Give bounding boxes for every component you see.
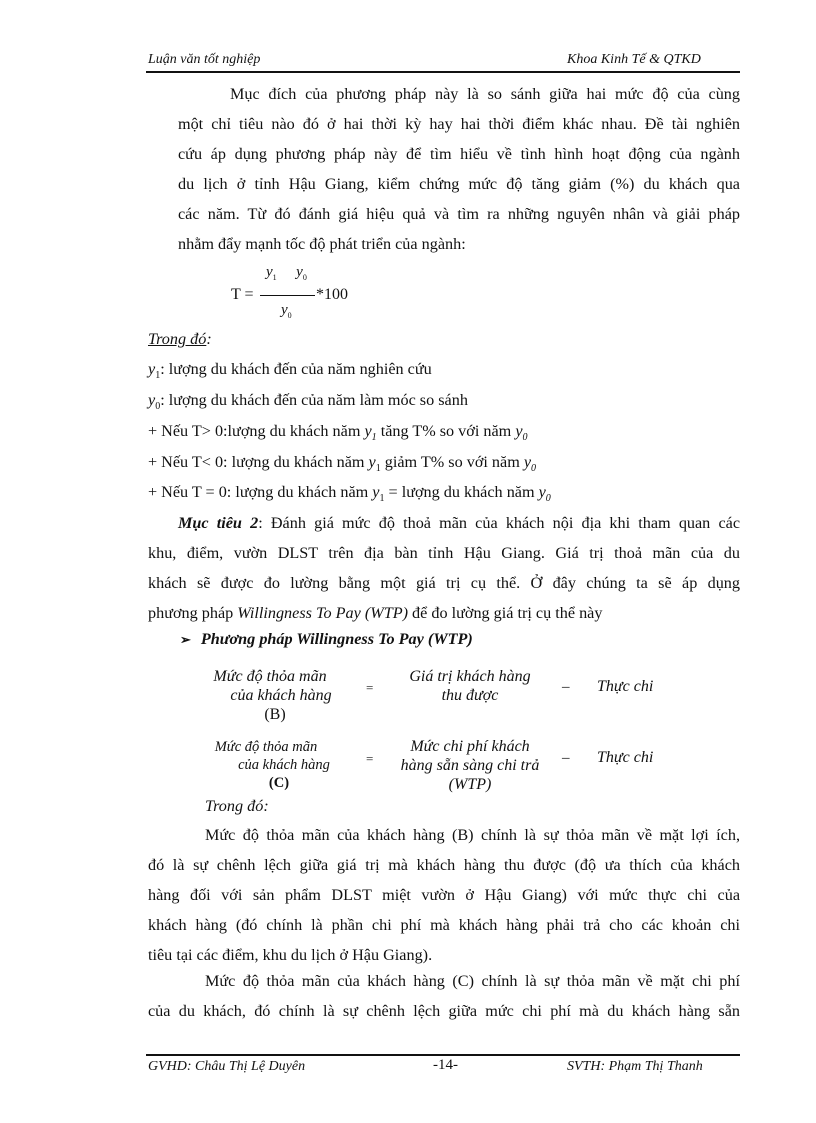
- trong-do-label-2: Trong đó:: [205, 797, 269, 815]
- eq-c-minus: –: [562, 750, 570, 766]
- para-b-line: khách hàng (đó chính là phần chi phí mà khách hàng phải trả cho các khoản chi: [148, 916, 740, 934]
- intro-line: Mục đích của phương pháp này là so sánh giữa hai mức độ của cùng: [230, 85, 740, 103]
- eq-c-lhs: Mức độ thỏa mãn của khách hàng (C): [214, 739, 330, 791]
- paragraph-c: [148, 966, 740, 1026]
- footer-left: GVHD: Châu Thị Lệ Duyên: [148, 1059, 306, 1074]
- objective-line: phương pháp Willingness To Pay (WTP) để đo lường giá trị cụ thể này: [148, 604, 603, 622]
- case-negative: + Nếu T< 0: lượng du khách năm $y_1$ giảm T% so với năm $y_0$: [148, 453, 537, 475]
- footer-rule: [146, 1054, 740, 1056]
- formula-numerator: $y_1$ $y_0$: [266, 264, 307, 282]
- eq-b-middle: Giá trị khách hàng thu được: [409, 668, 531, 704]
- formula-mult: *100: [316, 286, 348, 303]
- para-b-line: tiêu tại các điểm, khu du lịch ở Hậu Giang).: [148, 946, 433, 964]
- intro-line: cứu áp dụng phương pháp này để tìm hiểu về tình hình hoạt động của ngành: [178, 145, 740, 163]
- objective-paragraph: [148, 508, 740, 628]
- formula-denominator: $y_0$: [281, 302, 292, 320]
- paragraph-b: [148, 820, 740, 970]
- header-left: Luận văn tốt nghiệp: [148, 52, 261, 67]
- fraction-bar: [260, 295, 315, 296]
- eq-c-equals: =: [366, 751, 374, 766]
- def-y0: $y_0$: lượng du khách đến của năm làm móc so sánh: [148, 391, 468, 413]
- eq-b-lhs: Mức độ thỏa mãn của khách hàng (B): [213, 668, 332, 723]
- method-title: ➢ Phương pháp Willingness To Pay (WTP): [180, 630, 473, 648]
- para-c-line: của du khách, đó chính là sự chênh lệch giữa mức chi phí mà du khách hàng sẵn: [148, 1002, 740, 1020]
- intro-line: một chỉ tiêu nào đó ở hai thời kỳ hay hai thời điểm khác nhau. Đề tài nghiên: [178, 115, 740, 133]
- intro-line: du lịch ở tỉnh Hậu Giang, kiểm chứng mức độ tăng giảm (%) du khách qua: [178, 175, 740, 193]
- objective-line: Mục tiêu 2: Đánh giá mức độ thoả mãn của khách nội địa khi tham quan các: [178, 514, 741, 532]
- eq-b-equals: =: [366, 680, 374, 695]
- intro-line: các năm. Từ đó đánh giá hiệu quả và tìm ra những nguyên nhân và giải pháp: [178, 205, 740, 223]
- formula-lhs: T =: [231, 286, 254, 303]
- objective-line: khách sẽ được đo lường bằng một giá trị cụ thể. Ở đây chúng ta sẽ áp dụng: [148, 574, 740, 592]
- para-b-line: Mức độ thỏa mãn của khách hàng (B) chính là sự thỏa mãn về mặt lợi ích,: [205, 826, 740, 844]
- eq-c-middle: Mức chi phí khách hàng sẵn sàng chi trả (WTP): [400, 738, 540, 793]
- objective-label: Mục tiêu 2: [178, 514, 259, 532]
- case-zero: + Nếu T = 0: lượng du khách năm $y_1$ = lượng du khách năm $y_0$: [148, 483, 551, 505]
- para-c-line: Mức độ thỏa mãn của khách hàng (C) chính là sự thỏa mãn về mặt chi phí: [205, 972, 740, 990]
- intro-paragraph: [178, 79, 740, 259]
- header-right: Khoa Kinh Tế & QTKD: [567, 52, 701, 67]
- footer-right: SVTH: Phạm Thị Thanh: [567, 1059, 703, 1074]
- objective-line: khu, điểm, vườn DLST trên địa bàn tỉnh Hậu Giang. Giá trị thoả mãn của du: [148, 544, 740, 562]
- arrow-bullet-icon: ➢: [180, 632, 191, 647]
- def-y1: $y_1$: lượng du khách đến của năm nghiên cứu: [148, 360, 432, 382]
- eq-b-minus: –: [562, 679, 570, 695]
- case-positive: + Nếu T> 0:lượng du khách năm $y_1$ tăng T% so với năm $y_0$: [148, 422, 528, 444]
- para-b-line: đó là sự chênh lệch giữa giá trị mà khách hàng thu được (độ ưa thích của khách: [148, 856, 740, 874]
- trong-do-label: Trong đó:: [148, 330, 212, 348]
- eq-c-rhs: Thực chi: [597, 749, 654, 766]
- header-rule: [146, 71, 740, 73]
- para-b-line: hàng đối với sản phẩm DLST miệt vườn ở Hậu Giang) với mức thực chi của: [148, 886, 740, 904]
- intro-line: nhằm đẩy mạnh tốc độ phát triển của ngành:: [178, 235, 466, 253]
- eq-b-rhs: Thực chi: [597, 678, 654, 695]
- page-number: -14-: [433, 1057, 458, 1073]
